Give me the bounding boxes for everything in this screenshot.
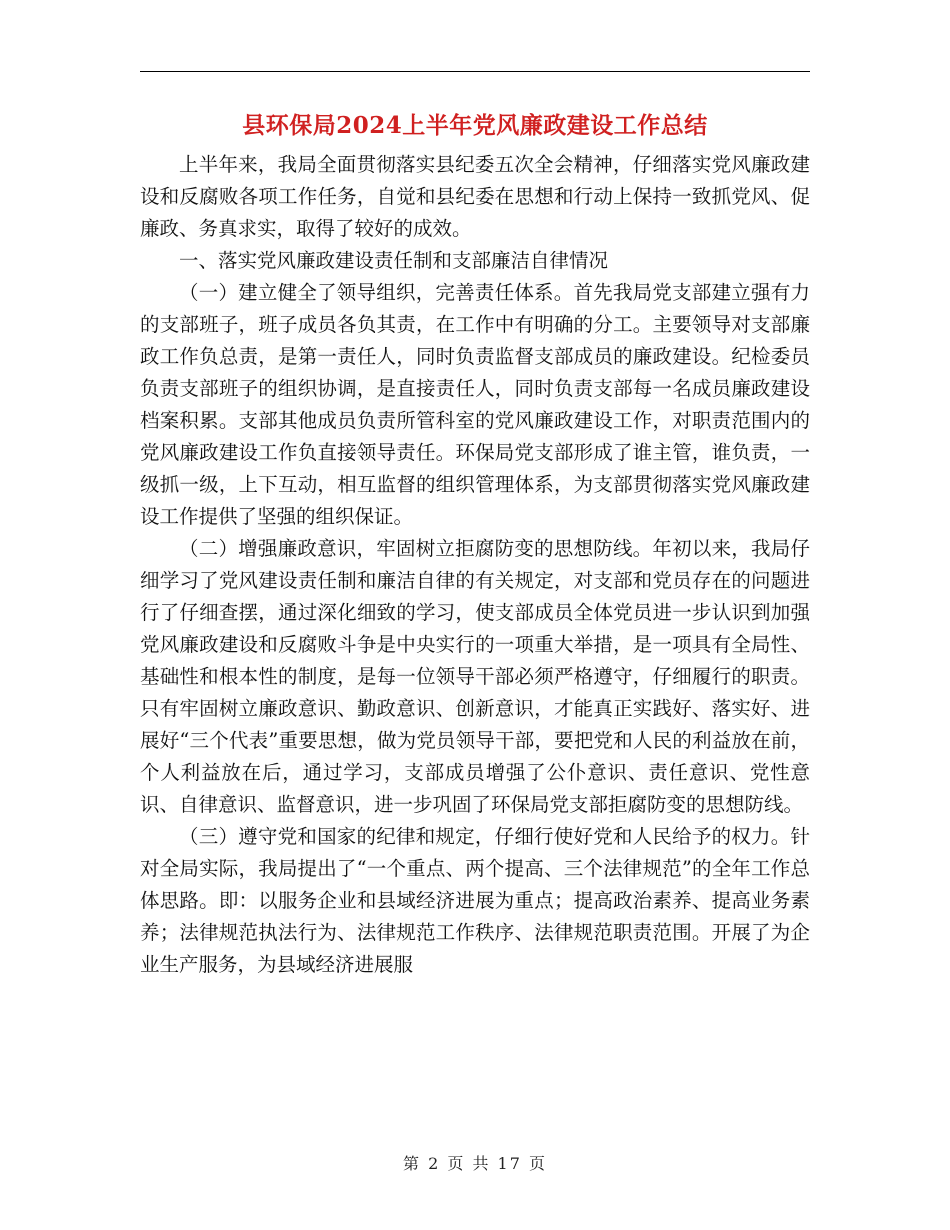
- paragraph-item-1: （一）建立健全了领导组织，完善责任体系。首先我局党支部建立强有力的支部班子，班子成员各负其责，在工作中有明确的分工。主要领导对支部廉政工作负总责，是第一责任人，同时负责监督支部成员的廉政建设。纪检委员负责支部班子的组织协调，是直接责任人，同时负责支部每一名成员廉政建设档案积累。支部其他成员负责所管科室的党风廉政建设工作，对职责范围内的党风廉政建设工作负直接领导责任。环保局党支部形成了谁主管，谁负责，一级抓一级，上下互动，相互监督的组织管理体系，为支部贯彻落实党风廉政建设工作提供了坚强的组织保证。: [140, 281, 810, 528]
- header-rule: [140, 71, 810, 72]
- paragraph-item-3: （三）遵守党和国家的纪律和规定，仔细行使好党和人民给予的权力。针对全局实际，我局提出了“一个重点、两个提高、三个法律规范”的全年工作总体思路。即：以服务企业和县域经济进展为重点；提高政治素养、提高业务素养；法律规范执法行为、法律规范工作秩序、法律规范职责范围。开展了为企业生产服务，为县域经济进展服: [140, 825, 810, 976]
- document-body: [140, 149, 810, 981]
- section-heading-1: 一、落实党风廉政建设责任制和支部廉洁自律情况: [179, 249, 609, 272]
- paragraph-item-2: （二）增强廉政意识，牢固树立拒腐防变的思想防线。年初以来，我局仔细学习了党风建设责任制和廉洁自律的有关规定，对支部和党员存在的问题进行了仔细查摆，通过深化细致的学习，使支部成员全体党员进一步认识到加强党风廉政建设和反腐败斗争是中央实行的一项重大举措，是一项具有全局性、基础性和根本性的制度，是每一位领导干部必须严格遵守，仔细履行的职责。只有牢固树立廉政意识、勤政意识、创新意识，才能真正实践好、落实好、进展好“三个代表”重要思想，做为党员领导干部，要把党和人民的利益放在前，个人利益放在后，通过学习，支部成员增强了公仆意识、责任意识、党性意识、自律意识、监督意识，进一步巩固了环保局党支部拒腐防变的思想防线。: [140, 537, 810, 816]
- paragraph-intro: 上半年来，我局全面贯彻落实县纪委五次全会精神，仔细落实党风廉政建设和反腐败各项工作任务，自觉和县纪委在思想和行动上保持一致抓党风、促廉政、务真求实，取得了较好的成效。: [140, 153, 810, 240]
- page-number-footer: 第 2 页 共 17 页: [403, 1154, 547, 1173]
- document-title: 县环保局2024上半年党风廉政建设工作总结: [242, 112, 708, 139]
